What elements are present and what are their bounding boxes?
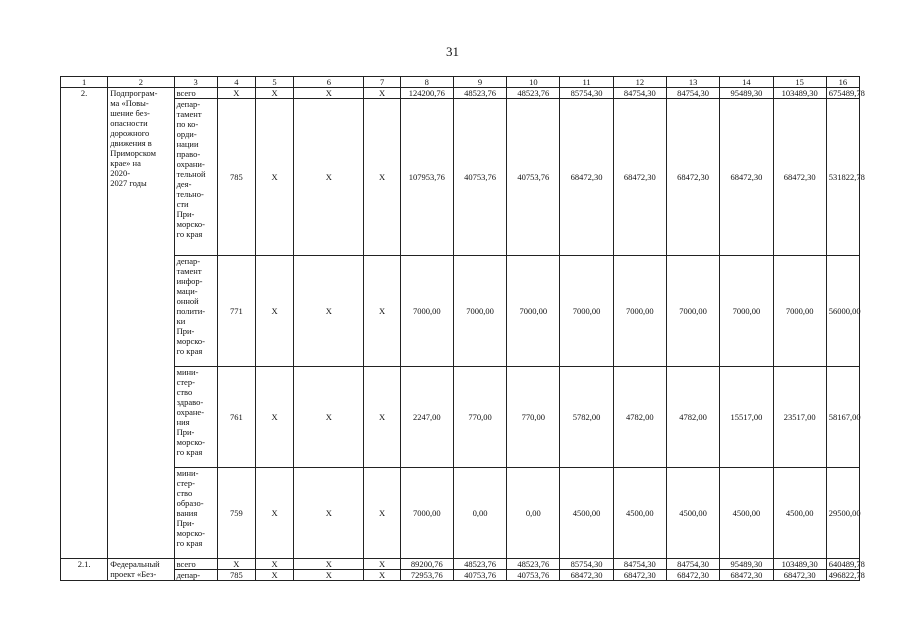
- value-cell: 48523,76: [507, 559, 560, 570]
- value-cell: 84754,30: [613, 559, 666, 570]
- code-cell: X: [217, 559, 255, 570]
- executor-cell: всего: [174, 559, 217, 570]
- column-number-cell: 1: [61, 77, 108, 88]
- value-cell: 7000,00: [400, 256, 453, 367]
- column-number-cell: 16: [826, 77, 859, 88]
- table-row: [61, 559, 860, 570]
- value-cell: 7000,00: [560, 256, 613, 367]
- value-cell: 40753,76: [453, 570, 506, 581]
- value-cell: 531822,78: [826, 99, 859, 256]
- value-cell: 2247,00: [400, 367, 453, 468]
- type-cell: X: [364, 256, 400, 367]
- value-cell: 84754,30: [613, 88, 666, 99]
- code-cell: 785: [217, 99, 255, 256]
- executor-cell: мини- стер- ство образо- вания При- морско- го края: [174, 468, 217, 559]
- executor-cell: всего: [174, 88, 217, 99]
- value-cell: 4500,00: [560, 468, 613, 559]
- value-cell: 48523,76: [453, 88, 506, 99]
- value-cell: 68472,30: [773, 99, 826, 256]
- program-name-cell: Федеральный проект «Без-: [108, 559, 174, 581]
- value-cell: 0,00: [453, 468, 506, 559]
- section-cell: X: [255, 570, 293, 581]
- executor-cell: депар- тамент инфор- маци- онной полити- ки При- морско- го края: [174, 256, 217, 367]
- value-cell: 675489,78: [826, 88, 859, 99]
- value-cell: 68472,30: [666, 570, 719, 581]
- row-number-cell: 2.: [61, 88, 108, 559]
- column-number-cell: 14: [720, 77, 773, 88]
- article-cell: X: [294, 559, 364, 570]
- value-cell: 103489,30: [773, 559, 826, 570]
- row-number-cell: 2.1.: [61, 559, 108, 581]
- value-cell: 4782,00: [666, 367, 719, 468]
- value-cell: 40753,76: [507, 570, 560, 581]
- value-cell: 496822,78: [826, 570, 859, 581]
- article-cell: X: [294, 570, 364, 581]
- value-cell: 29500,00: [826, 468, 859, 559]
- value-cell: 770,00: [507, 367, 560, 468]
- section-cell: X: [255, 559, 293, 570]
- value-cell: 40753,76: [453, 99, 506, 256]
- type-cell: X: [364, 88, 400, 99]
- value-cell: 770,00: [453, 367, 506, 468]
- value-cell: 7000,00: [773, 256, 826, 367]
- column-number-cell: 15: [773, 77, 826, 88]
- program-name-cell: Подпрограм- ма «Повы- шение без- опасности дорожного движения в Приморском крае» на 2020- 2027 годы: [108, 88, 174, 559]
- value-cell: 23517,00: [773, 367, 826, 468]
- table-row: [61, 367, 860, 468]
- section-cell: X: [255, 256, 293, 367]
- section-cell: X: [255, 367, 293, 468]
- article-cell: X: [294, 367, 364, 468]
- value-cell: 68472,30: [560, 99, 613, 256]
- column-number-cell: 10: [507, 77, 560, 88]
- column-number-cell: 8: [400, 77, 453, 88]
- table-row: [61, 570, 860, 581]
- value-cell: 84754,30: [666, 559, 719, 570]
- code-cell: 771: [217, 256, 255, 367]
- value-cell: 56000,00: [826, 256, 859, 367]
- type-cell: X: [364, 99, 400, 256]
- value-cell: 84754,30: [666, 88, 719, 99]
- value-cell: 7000,00: [453, 256, 506, 367]
- page-number: 31: [446, 44, 459, 59]
- column-number-cell: 5: [255, 77, 293, 88]
- type-cell: X: [364, 468, 400, 559]
- value-cell: 7000,00: [666, 256, 719, 367]
- value-cell: 7000,00: [613, 256, 666, 367]
- executor-cell: депар-: [174, 570, 217, 581]
- value-cell: 107953,76: [400, 99, 453, 256]
- table-row: [61, 468, 860, 559]
- value-cell: 85754,30: [560, 88, 613, 99]
- value-cell: 124200,76: [400, 88, 453, 99]
- column-number-row: [61, 77, 860, 88]
- value-cell: 68472,30: [613, 570, 666, 581]
- column-number-cell: 4: [217, 77, 255, 88]
- table-row: [61, 88, 860, 99]
- value-cell: 4500,00: [720, 468, 773, 559]
- column-number-cell: 2: [108, 77, 174, 88]
- value-cell: 7000,00: [720, 256, 773, 367]
- column-number-cell: 7: [364, 77, 400, 88]
- column-number-cell: 12: [613, 77, 666, 88]
- table-row: [61, 256, 860, 367]
- value-cell: 68472,30: [720, 570, 773, 581]
- value-cell: 95489,30: [720, 88, 773, 99]
- code-cell: 785: [217, 570, 255, 581]
- value-cell: 15517,00: [720, 367, 773, 468]
- code-cell: X: [217, 88, 255, 99]
- value-cell: 5782,00: [560, 367, 613, 468]
- type-cell: X: [364, 559, 400, 570]
- value-cell: 7000,00: [507, 256, 560, 367]
- value-cell: 68472,30: [560, 570, 613, 581]
- value-cell: 72953,76: [400, 570, 453, 581]
- value-cell: 4500,00: [666, 468, 719, 559]
- value-cell: 48523,76: [453, 559, 506, 570]
- value-cell: 4500,00: [613, 468, 666, 559]
- value-cell: 103489,30: [773, 88, 826, 99]
- code-cell: 761: [217, 367, 255, 468]
- type-cell: X: [364, 367, 400, 468]
- article-cell: X: [294, 88, 364, 99]
- value-cell: 0,00: [507, 468, 560, 559]
- value-cell: 68472,30: [666, 99, 719, 256]
- value-cell: 4782,00: [613, 367, 666, 468]
- value-cell: 68472,30: [773, 570, 826, 581]
- column-number-cell: 9: [453, 77, 506, 88]
- article-cell: X: [294, 99, 364, 256]
- column-number-cell: 6: [294, 77, 364, 88]
- value-cell: 85754,30: [560, 559, 613, 570]
- value-cell: 95489,30: [720, 559, 773, 570]
- value-cell: 68472,30: [613, 99, 666, 256]
- value-cell: 58167,00: [826, 367, 859, 468]
- article-cell: X: [294, 256, 364, 367]
- value-cell: 7000,00: [400, 468, 453, 559]
- executor-cell: мини- стер- ство здраво- охране- ния При- морско- го края: [174, 367, 217, 468]
- section-cell: X: [255, 468, 293, 559]
- value-cell: 640489,78: [826, 559, 859, 570]
- section-cell: X: [255, 88, 293, 99]
- table-row: [61, 99, 860, 256]
- type-cell: X: [364, 570, 400, 581]
- article-cell: X: [294, 468, 364, 559]
- executor-cell: депар- тамент по ко- орди- нации право- охрани- тельной дея- тельно- сти При- морско- го края: [174, 99, 217, 256]
- value-cell: 4500,00: [773, 468, 826, 559]
- section-cell: X: [255, 99, 293, 256]
- code-cell: 759: [217, 468, 255, 559]
- value-cell: 48523,76: [507, 88, 560, 99]
- column-number-cell: 3: [174, 77, 217, 88]
- value-cell: 89200,76: [400, 559, 453, 570]
- value-cell: 68472,30: [720, 99, 773, 256]
- budget-table: [60, 76, 865, 581]
- column-number-cell: 11: [560, 77, 613, 88]
- column-number-cell: 13: [666, 77, 719, 88]
- value-cell: 40753,76: [507, 99, 560, 256]
